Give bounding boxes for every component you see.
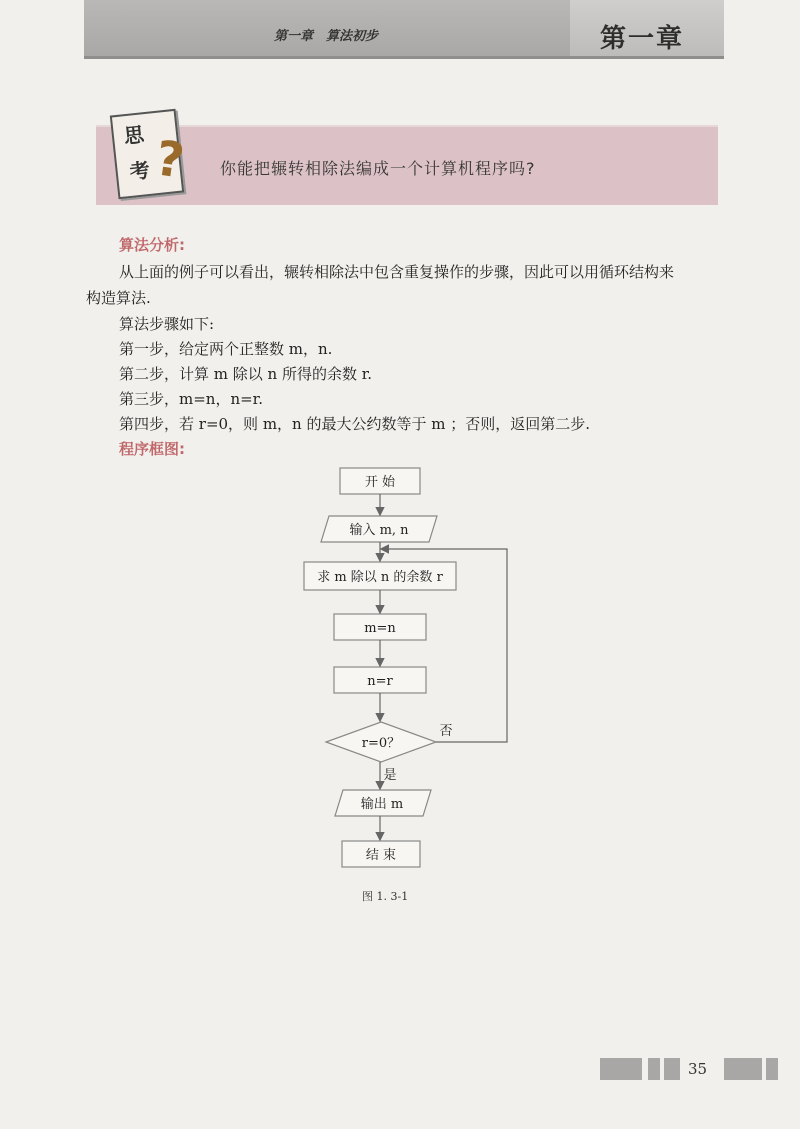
assign-m-label: m=n bbox=[364, 621, 396, 636]
output-label: 输出 m bbox=[360, 797, 404, 812]
think-icon-char-2: 考 bbox=[128, 157, 151, 184]
footer-block bbox=[724, 1058, 762, 1080]
decision-label: r=0？ bbox=[361, 736, 401, 751]
yes-label: 是 bbox=[383, 768, 397, 783]
step-3: 第三步，m=n，n=r. bbox=[119, 390, 263, 408]
question-mark-icon: ? bbox=[152, 130, 188, 190]
analysis-para-line2: 构造算法. bbox=[86, 289, 151, 307]
page-number: 35 bbox=[688, 1060, 708, 1078]
start-label: 开 始 bbox=[364, 475, 396, 490]
footer-block bbox=[600, 1058, 642, 1080]
steps-intro: 算法步骤如下: bbox=[119, 315, 215, 333]
analysis-para-line1: 从上面的例子可以看出，辗转相除法中包含重复操作的步骤，因此可以用循环结构来 bbox=[119, 263, 675, 281]
think-question: 你能把辗转相除法编成一个计算机程序吗? bbox=[220, 159, 536, 178]
footer-block bbox=[664, 1058, 680, 1080]
footer-block bbox=[648, 1058, 660, 1080]
compute-label: 求 m 除以 n 的余数 r bbox=[317, 570, 443, 585]
end-label: 结 束 bbox=[365, 848, 397, 863]
figure-caption: 图 1. 3-1 bbox=[362, 890, 409, 903]
input-label: 输入 m, n bbox=[349, 523, 409, 538]
step-4: 第四步，若 r=0，则 m，n 的最大公约数等于 m ；否则，返回第二步. bbox=[119, 415, 591, 433]
step-1: 第一步，给定两个正整数 m，n. bbox=[119, 340, 333, 358]
assign-n-label: n=r bbox=[367, 674, 393, 689]
step-2: 第二步，计算 m 除以 n 所得的余数 r. bbox=[119, 365, 373, 383]
footer-block bbox=[766, 1058, 778, 1080]
chapter-title: 第一章 算法初步 bbox=[273, 29, 378, 44]
analysis-heading: 算法分析: bbox=[119, 236, 185, 254]
flowchart-heading: 程序框图: bbox=[119, 440, 185, 458]
think-icon-char-1: 思 bbox=[122, 122, 146, 149]
chapter-tab-label: 第一章 bbox=[600, 24, 685, 54]
no-label: 否 bbox=[439, 724, 453, 739]
